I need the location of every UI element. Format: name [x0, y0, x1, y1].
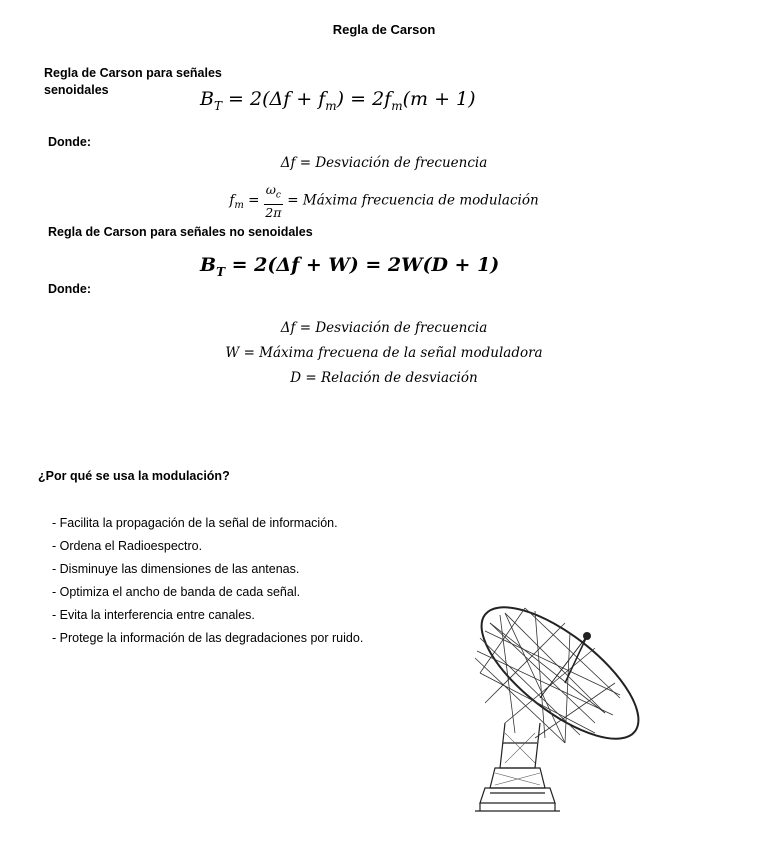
definition-delta-f-2: Δf = Desviación de frecuencia	[280, 320, 488, 336]
formula2-b: B	[200, 254, 217, 276]
carson-formula-nonsinusoidal	[200, 254, 499, 279]
section3-heading: ¿Por qué se usa la modulación?	[38, 469, 230, 483]
list-item: - Evita la interferencia entre canales.	[52, 608, 255, 622]
list-item: - Optimiza el ancho de banda de cada señal.	[52, 585, 301, 599]
carson-formula-sinusoidal	[200, 88, 476, 113]
section1-heading	[44, 65, 222, 99]
donde-label-1: Donde:	[48, 135, 92, 149]
definition-d: D = Relación de desviación	[290, 370, 478, 386]
fm-symbol: f	[229, 192, 235, 209]
donde-label-2: Donde:	[48, 282, 92, 296]
page-title: Regla de Carson	[332, 22, 436, 37]
formula-sub-m2: m	[391, 98, 403, 113]
formula-sub-t: T	[213, 98, 222, 113]
formula2-sub-t: T	[216, 264, 225, 279]
section1-heading-line2: senoidales	[44, 83, 109, 97]
fm-description: = Máxima frecuencia de modulación	[287, 192, 539, 209]
definition-fm: $f_m$ = $\frac{\omega_c}{2\pi}$ = Máxima frecuencia de modulación	[229, 182, 539, 220]
definition-w: W = Máxima frecuena de la señal moduladora	[225, 345, 543, 361]
formula-part3: (m + 1)	[402, 88, 476, 110]
list-item: - Disminuye las dimensiones de las antenas.	[52, 562, 300, 576]
satellite-dish-icon	[445, 603, 665, 821]
section1-heading-line1: Regla de Carson para señales	[44, 66, 222, 80]
formula-part2: ) = 2f	[336, 88, 392, 110]
omega-fraction	[264, 182, 283, 220]
list-item: - Protege la información de las degradaciones por ruido.	[52, 631, 364, 645]
formula2-rest: = 2(Δf + W) = 2W(D + 1)	[225, 254, 500, 276]
omega-symbol: ω	[265, 182, 276, 197]
formula-sub-m: m	[325, 98, 337, 113]
formula-part: = 2(Δf + f	[221, 88, 326, 110]
definition-delta-f-1: Δf = Desviación de frecuencia	[280, 155, 488, 171]
list-item: - Ordena el Radioespectro.	[52, 539, 203, 553]
formula-b: B	[200, 88, 214, 110]
section2-heading: Regla de Carson para señales no senoidales	[48, 225, 313, 239]
reasons-list	[52, 512, 363, 650]
fm-subscript: m	[234, 199, 244, 211]
list-item: - Facilita la propagación de la señal de información.	[52, 516, 338, 530]
omega-subscript: c	[275, 190, 281, 201]
two-pi: 2π	[265, 204, 282, 220]
satellite-dish-image	[445, 603, 665, 821]
